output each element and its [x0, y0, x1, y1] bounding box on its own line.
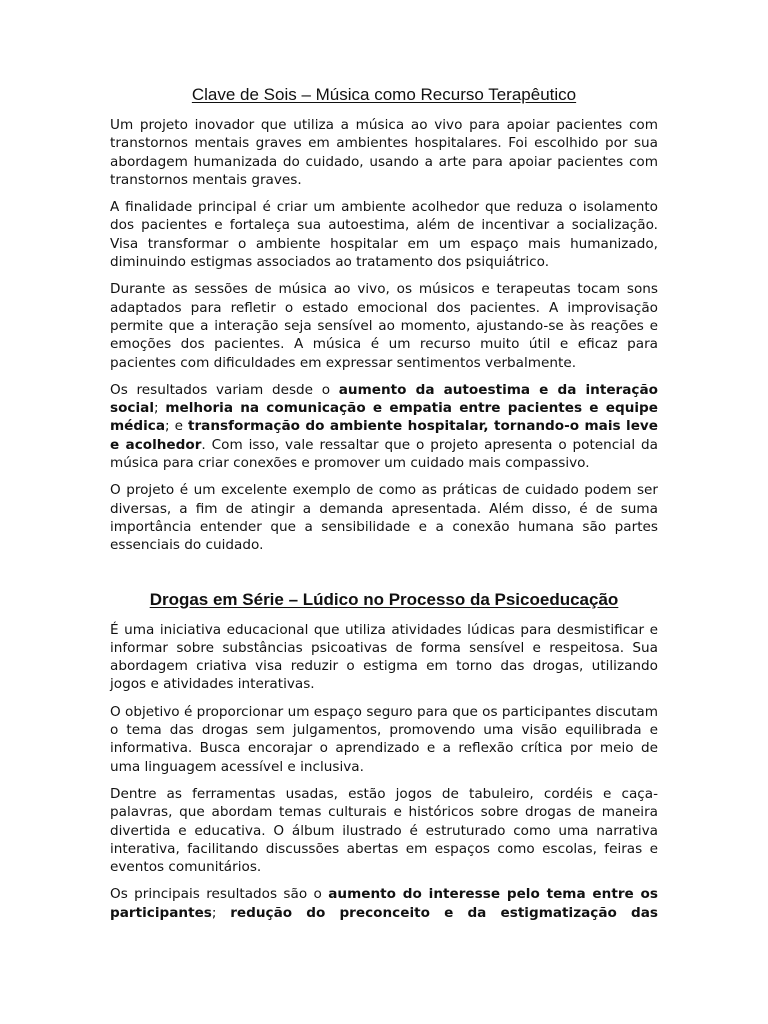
- text-run: Os principais resultados são o: [110, 886, 329, 903]
- text-run: . Com isso, vale ressaltar que o projeto apresenta o potencial da música para criar conexões e promover um cuidado mais compassivo.: [110, 436, 658, 472]
- paragraph: Um projeto inovador que utiliza a música ao vivo para apoiar pacientes com transtornos mentais graves em ambientes hospitalares. Foi escolhido por sua abordagem humanizada do cuidado, usando a arte para apoiar pacientes com transtornos mentais graves.: [110, 117, 658, 188]
- bold-run: melhoria na comunicação e empatia entre pacientes e equipe médica: [110, 400, 658, 435]
- text-run: ;: [211, 904, 231, 921]
- paragraph: Dentre as ferramentas usadas, estão jogos de tabuleiro, cordéis e caça-palavras, que abordam temas culturais e históricos sobre drogas de maneira divertida e educativa. O álbum ilustrado é estruturado como uma narrativa interativa, facilitando discussões abertas em espaços como escolas, feiras e eventos comunitários.: [110, 785, 658, 876]
- section-title-drogas-em-serie: Drogas em Série – Lúdico no Processo da Psicoeducação: [149, 589, 619, 609]
- document-page: [110, 84, 658, 931]
- text-run: Os resultados variam desde o: [110, 381, 339, 398]
- paragraph: A finalidade principal é criar um ambiente acolhedor que reduza o isolamento dos pacientes e fortaleça sua autoestima, além de incentivar a socialização. Visa transformar o ambiente hospitalar em um espaço mais humanizado, diminuindo estigmas associados ao tratamento dos psiquiátrico.: [110, 199, 658, 271]
- text-run: ; e: [165, 418, 188, 435]
- section-title-clave-de-sois: Clave de Sois – Música como Recurso Terapêutico: [191, 85, 577, 104]
- bold-run: aumento da autoestima e da interação social: [110, 381, 658, 417]
- paragraph: Durante as sessões de música ao vivo, os músicos e terapeutas tocam sons adaptados para refletir o estado emocional dos pacientes. A improvisação permite que a interação seja sensível ao momento, ajustando-se às reações e emoções dos pacientes. A música é um recurso muito útil e eficaz para pacientes com dificuldades em expressar sentimentos verbalmente.: [110, 281, 658, 371]
- paragraph: É uma iniciativa educacional que utiliza atividades lúdicas para desmistificar e informar sobre substâncias psicoativas de forma sensível e respeitosa. Sua abordagem criativa visa reduzir o estigma em torno das drogas, utilizando jogos e atividades interativas.: [110, 621, 658, 693]
- paragraph-results: [110, 381, 658, 472]
- text-run: ;: [153, 400, 166, 417]
- paragraph-results: [110, 885, 658, 922]
- bold-run: transformação do ambiente hospitalar, tornando-o mais leve e acolhedor: [110, 418, 658, 453]
- paragraph: O projeto é um excelente exemplo de como as práticas de cuidado podem ser diversas, a fim de atingir a demanda apresentada. Além disso, é de suma importância entender que a sensibilidade e a conexão humana são partes essenciais do cuidado.: [110, 482, 658, 554]
- paragraph: O objetivo é proporcionar um espaço seguro para que os participantes discutam o tema das drogas sem julgamentos, promovendo uma visão equilibrada e informativa. Busca encorajar o aprendizado e a reflexão crítica por meio de uma linguagem acessível e inclusiva.: [110, 703, 658, 775]
- bold-run: redução do preconceito e da estigmatização das: [230, 904, 658, 921]
- bold-run: aumento do interesse pelo tema entre os participantes: [110, 886, 658, 921]
